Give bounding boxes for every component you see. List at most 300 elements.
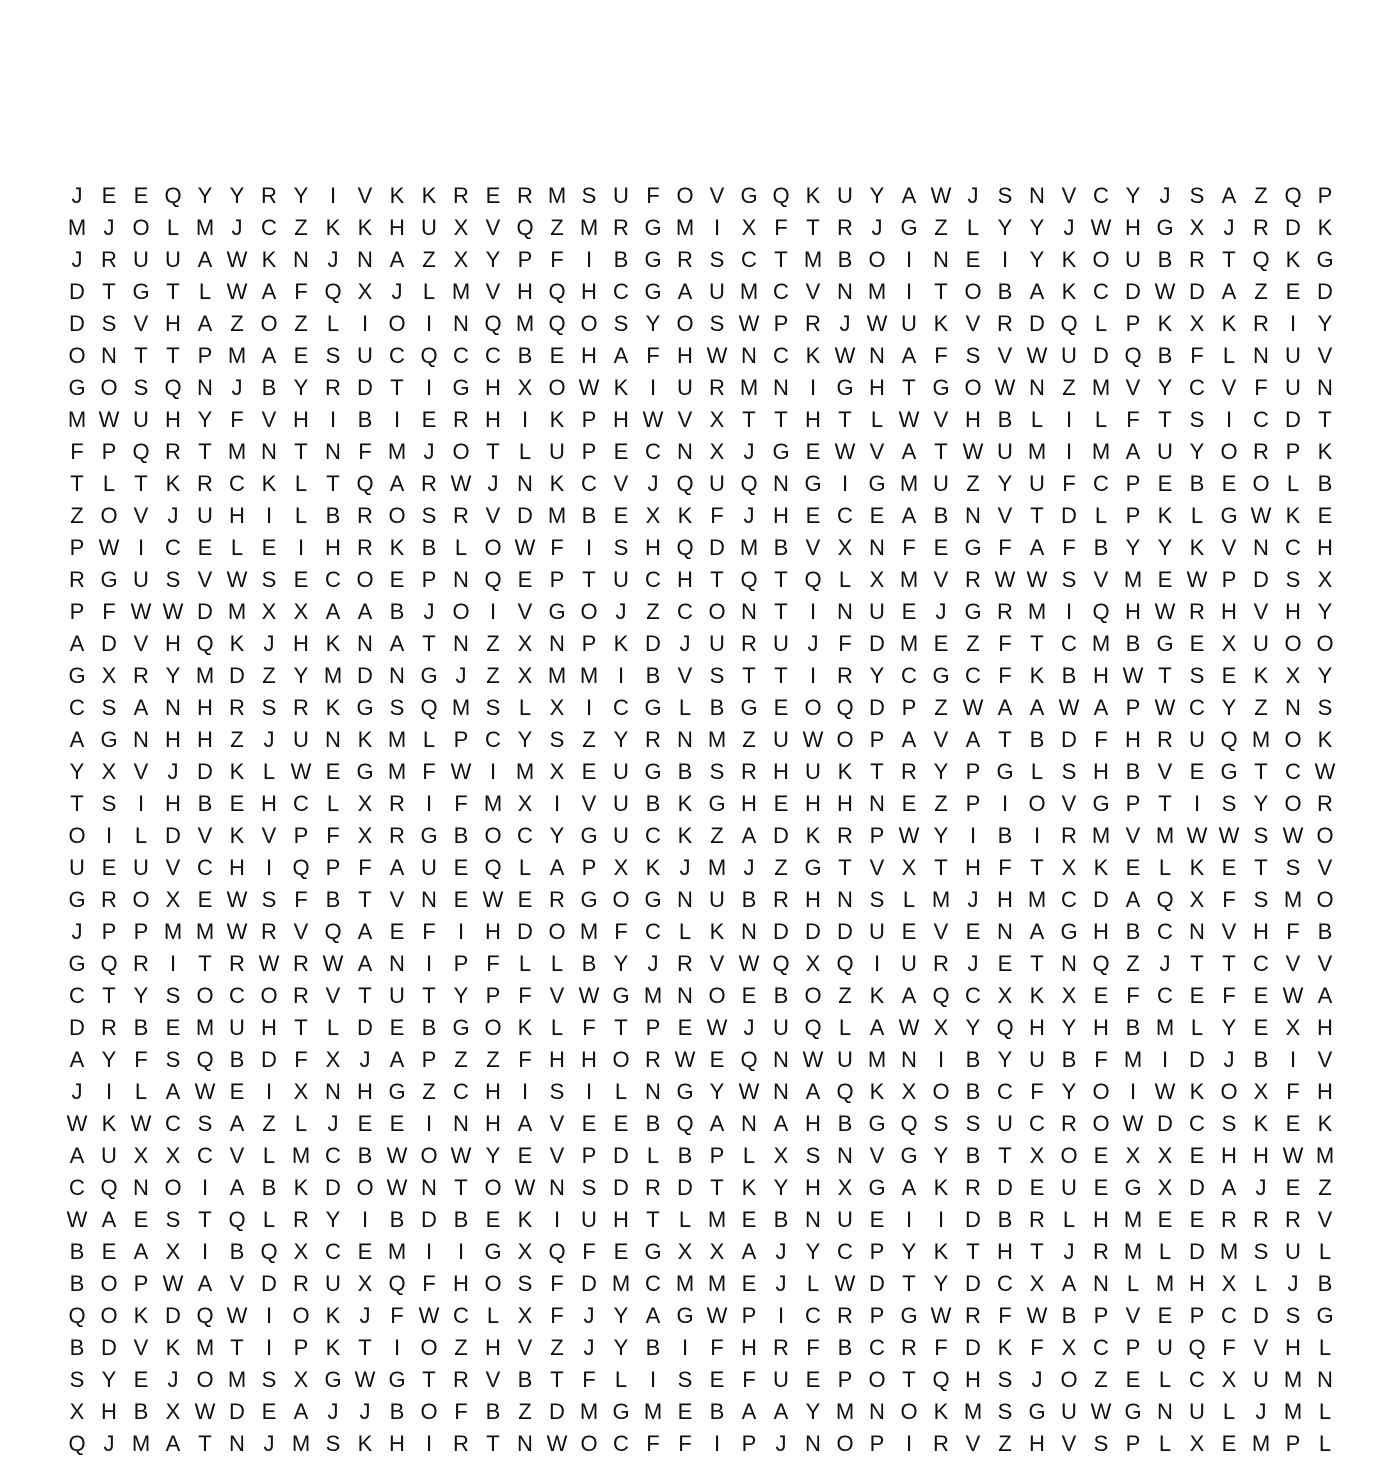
grid-letter[interactable]: H [741,1335,757,1360]
grid-letter[interactable]: U [1157,439,1173,464]
grid-letter[interactable]: E [1189,983,1205,1008]
grid-letter[interactable]: J [647,951,659,976]
grid-letter[interactable]: K [1317,727,1333,752]
grid-letter[interactable]: T [1030,631,1044,656]
grid-letter[interactable]: G [644,279,662,304]
grid-letter[interactable]: W [1026,567,1048,592]
grid-letter[interactable]: N [261,439,277,464]
grid-letter[interactable]: L [1158,1367,1172,1392]
grid-letter[interactable]: E [901,919,917,944]
grid-letter[interactable]: C [69,983,85,1008]
grid-letter[interactable]: C [165,535,181,560]
grid-letter[interactable]: I [873,951,881,976]
grid-letter[interactable]: D [965,1335,981,1360]
grid-letter[interactable]: L [518,695,532,720]
grid-letter[interactable]: V [933,407,949,432]
grid-letter[interactable]: A [165,1431,181,1456]
grid-letter[interactable]: K [805,823,821,848]
grid-letter[interactable]: S [997,1367,1013,1392]
grid-letter[interactable]: D [357,375,373,400]
grid-letter[interactable]: T [230,1335,244,1360]
grid-letter[interactable]: B [1125,919,1141,944]
grid-letter[interactable]: K [677,503,693,528]
grid-letter[interactable]: G [676,1303,694,1328]
grid-letter[interactable]: H [581,1047,597,1072]
grid-letter[interactable]: A [1221,183,1237,208]
grid-letter[interactable]: L [486,1303,500,1328]
grid-letter[interactable]: B [1061,1303,1077,1328]
grid-letter[interactable]: K [933,1239,949,1264]
grid-letter[interactable]: L [614,1079,628,1104]
grid-letter[interactable]: Y [805,1399,821,1424]
grid-letter[interactable]: M [67,215,87,240]
grid-letter[interactable]: K [325,695,341,720]
grid-letter[interactable]: F [1030,1079,1044,1104]
grid-letter[interactable]: V [581,791,597,816]
grid-letter[interactable]: X [549,759,565,784]
grid-letter[interactable]: R [293,951,309,976]
grid-letter[interactable]: T [198,951,212,976]
grid-letter[interactable]: E [1221,1431,1237,1456]
grid-letter[interactable]: P [1285,439,1301,464]
grid-letter[interactable]: O [1220,439,1238,464]
grid-letter[interactable]: V [1253,1335,1269,1360]
grid-letter[interactable]: Q [420,343,438,368]
grid-letter[interactable]: H [837,791,853,816]
grid-letter[interactable]: D [1029,311,1045,336]
grid-letter[interactable]: M [387,727,407,752]
grid-letter[interactable]: M [867,279,887,304]
grid-letter[interactable]: B [1093,535,1109,560]
grid-letter[interactable]: A [901,983,917,1008]
grid-letter[interactable]: T [294,439,308,464]
grid-letter[interactable]: H [165,311,181,336]
grid-letter[interactable]: O [580,311,598,336]
grid-letter[interactable]: Y [869,663,885,688]
grid-letter[interactable]: Y [1125,183,1141,208]
grid-letter[interactable]: Y [1317,599,1333,624]
grid-letter[interactable]: D [229,663,245,688]
grid-letter[interactable]: G [1060,919,1078,944]
grid-letter[interactable]: M [387,1239,407,1264]
grid-letter[interactable]: G [580,823,598,848]
grid-letter[interactable]: N [741,1111,757,1136]
grid-letter[interactable]: T [646,1207,660,1232]
grid-letter[interactable]: S [261,695,277,720]
grid-letter[interactable]: I [1065,439,1073,464]
grid-letter[interactable]: U [389,983,405,1008]
grid-letter[interactable]: B [229,1047,245,1072]
grid-letter[interactable]: U [1253,1367,1269,1392]
grid-letter[interactable]: S [709,247,725,272]
grid-letter[interactable]: D [325,1175,341,1200]
grid-letter[interactable]: A [357,951,373,976]
grid-letter[interactable]: N [773,1047,789,1072]
grid-letter[interactable]: U [805,759,821,784]
grid-letter[interactable]: E [1317,503,1333,528]
grid-letter[interactable]: G [740,183,758,208]
grid-letter[interactable]: T [166,279,180,304]
grid-letter[interactable]: A [133,1239,149,1264]
grid-letter[interactable]: G [868,471,886,496]
grid-letter[interactable]: T [806,215,820,240]
grid-letter[interactable]: N [549,631,565,656]
grid-letter[interactable]: M [515,759,535,784]
grid-letter[interactable]: T [1222,247,1236,272]
grid-letter[interactable]: W [866,311,888,336]
grid-letter[interactable]: A [133,695,149,720]
grid-letter[interactable]: Y [1317,663,1333,688]
grid-letter[interactable]: S [1189,183,1205,208]
grid-letter[interactable]: W [578,983,600,1008]
grid-letter[interactable]: R [261,183,277,208]
grid-letter[interactable]: H [165,631,181,656]
grid-letter[interactable]: U [1061,343,1077,368]
grid-letter[interactable]: E [133,1367,149,1392]
grid-letter[interactable]: M [195,663,215,688]
grid-letter[interactable]: O [964,279,982,304]
grid-letter[interactable]: Q [804,567,822,592]
grid-letter[interactable]: V [869,1143,885,1168]
grid-letter[interactable]: E [741,983,757,1008]
grid-letter[interactable]: T [358,983,372,1008]
grid-letter[interactable]: A [389,471,405,496]
grid-letter[interactable]: Y [165,663,181,688]
grid-letter[interactable]: R [357,503,373,528]
grid-letter[interactable]: E [709,1047,725,1072]
grid-letter[interactable]: F [934,343,948,368]
grid-letter[interactable]: L [326,1015,340,1040]
grid-letter[interactable]: S [1253,823,1269,848]
grid-letter[interactable]: E [229,791,245,816]
grid-letter[interactable]: J [679,631,691,656]
grid-letter[interactable]: G [1316,247,1334,272]
grid-letter[interactable]: W [834,343,856,368]
grid-letter[interactable]: V [1061,183,1077,208]
grid-letter[interactable]: U [997,439,1013,464]
grid-letter[interactable]: P [1285,1431,1301,1456]
grid-letter[interactable]: R [389,791,405,816]
grid-letter[interactable]: U [709,279,725,304]
grid-letter[interactable]: P [1189,1303,1205,1328]
grid-letter[interactable]: F [710,1335,724,1360]
grid-letter[interactable]: W [898,407,920,432]
grid-letter[interactable]: Y [1189,439,1205,464]
grid-letter[interactable]: J [167,1367,179,1392]
grid-letter[interactable]: X [837,1175,853,1200]
grid-letter[interactable]: R [645,1175,661,1200]
grid-letter[interactable]: J [359,1399,371,1424]
grid-letter[interactable]: Z [1062,375,1076,400]
grid-letter[interactable]: R [1189,599,1205,624]
grid-letter[interactable]: O [708,599,726,624]
grid-letter[interactable]: A [1061,1271,1077,1296]
grid-letter[interactable]: M [707,1271,727,1296]
grid-letter[interactable]: A [901,439,917,464]
grid-letter[interactable]: W [1314,759,1336,784]
grid-letter[interactable]: E [1189,759,1205,784]
grid-letter[interactable]: O [804,695,822,720]
grid-letter[interactable]: V [389,887,405,912]
grid-letter[interactable]: I [521,1079,529,1104]
grid-letter[interactable]: M [1155,1015,1175,1040]
grid-letter[interactable]: D [581,1271,597,1296]
grid-letter[interactable]: R [453,183,469,208]
grid-letter[interactable]: S [613,311,629,336]
grid-letter[interactable]: R [965,1175,981,1200]
grid-letter[interactable]: I [297,535,305,560]
grid-letter[interactable]: M [579,1399,599,1424]
grid-letter[interactable]: R [293,1271,309,1296]
grid-letter[interactable]: O [548,919,566,944]
grid-letter[interactable]: L [614,1367,628,1392]
grid-letter[interactable]: R [933,1431,949,1456]
grid-letter[interactable]: X [357,279,373,304]
grid-letter[interactable]: L [422,279,436,304]
grid-letter[interactable]: W [98,407,120,432]
grid-letter[interactable]: T [774,407,788,432]
grid-letter[interactable]: P [869,727,885,752]
grid-letter[interactable]: A [741,823,757,848]
grid-letter[interactable]: Q [1188,1335,1206,1360]
grid-letter[interactable]: F [294,1047,308,1072]
grid-letter[interactable]: B [325,503,341,528]
grid-letter[interactable]: C [677,599,693,624]
grid-letter[interactable]: T [1254,759,1268,784]
grid-letter[interactable]: A [1125,439,1141,464]
grid-letter[interactable]: W [898,1015,920,1040]
grid-letter[interactable]: N [1061,951,1077,976]
grid-letter[interactable]: J [583,1303,595,1328]
grid-letter[interactable]: I [137,535,145,560]
grid-letter[interactable]: W [418,1303,440,1328]
grid-letter[interactable]: X [293,1367,309,1392]
grid-letter[interactable]: Y [133,983,149,1008]
grid-letter[interactable]: N [453,1111,469,1136]
grid-letter[interactable]: B [1317,1271,1333,1296]
grid-letter[interactable]: O [356,567,374,592]
grid-letter[interactable]: V [229,1271,245,1296]
grid-letter[interactable]: H [1125,599,1141,624]
grid-letter[interactable]: L [294,503,308,528]
grid-letter[interactable]: X [1285,663,1301,688]
grid-letter[interactable]: E [901,599,917,624]
grid-letter[interactable]: Z [966,631,980,656]
grid-letter[interactable]: W [226,247,248,272]
grid-letter[interactable]: N [1029,183,1045,208]
grid-letter[interactable]: O [1284,631,1302,656]
grid-letter[interactable]: O [1092,1079,1110,1104]
grid-letter[interactable]: A [69,1047,85,1072]
grid-letter[interactable]: D [517,503,533,528]
grid-letter[interactable]: R [133,663,149,688]
grid-letter[interactable]: L [838,1015,852,1040]
grid-letter[interactable]: E [1093,983,1109,1008]
grid-letter[interactable]: D [165,823,181,848]
grid-letter[interactable]: R [773,1335,789,1360]
grid-letter[interactable]: D [677,1175,693,1200]
grid-letter[interactable]: K [389,183,405,208]
grid-letter[interactable]: D [1253,1303,1269,1328]
grid-letter[interactable]: L [1254,1271,1268,1296]
grid-letter[interactable]: U [773,631,789,656]
grid-letter[interactable]: I [457,1239,465,1264]
grid-letter[interactable]: I [585,1079,593,1104]
grid-letter[interactable]: I [1001,791,1009,816]
grid-letter[interactable]: G [868,1175,886,1200]
grid-letter[interactable]: T [774,567,788,592]
grid-letter[interactable]: F [294,279,308,304]
grid-letter[interactable]: X [1189,311,1205,336]
grid-letter[interactable]: U [613,567,629,592]
grid-letter[interactable]: O [1316,631,1334,656]
grid-letter[interactable]: H [805,887,821,912]
grid-letter[interactable]: D [869,695,885,720]
grid-letter[interactable]: O [452,599,470,624]
grid-letter[interactable]: V [325,983,341,1008]
grid-letter[interactable]: B [453,1207,469,1232]
grid-letter[interactable]: D [69,279,85,304]
grid-letter[interactable]: G [1124,1399,1142,1424]
grid-letter[interactable]: P [1125,1431,1141,1456]
grid-letter[interactable]: C [613,279,629,304]
grid-letter[interactable]: W [1250,503,1272,528]
grid-letter[interactable]: A [229,1111,245,1136]
grid-letter[interactable]: P [1125,695,1141,720]
grid-letter[interactable]: E [453,855,469,880]
grid-letter[interactable]: H [1285,599,1301,624]
grid-letter[interactable]: F [838,631,852,656]
grid-letter[interactable]: Q [100,951,118,976]
grid-letter[interactable]: Z [454,1335,468,1360]
grid-letter[interactable]: N [101,343,117,368]
grid-letter[interactable]: T [102,983,116,1008]
grid-letter[interactable]: J [327,1111,339,1136]
grid-letter[interactable]: J [167,503,179,528]
grid-letter[interactable]: O [1060,1367,1078,1392]
grid-letter[interactable]: B [1189,471,1205,496]
grid-letter[interactable]: M [1123,1207,1143,1232]
grid-letter[interactable]: Q [932,1367,950,1392]
grid-letter[interactable]: U [933,471,949,496]
grid-letter[interactable]: V [517,1335,533,1360]
grid-letter[interactable]: M [291,1431,311,1456]
grid-letter[interactable]: M [387,759,407,784]
grid-letter[interactable]: T [198,439,212,464]
grid-letter[interactable]: J [1223,1047,1235,1072]
grid-letter[interactable]: M [739,535,759,560]
grid-letter[interactable]: A [1221,1175,1237,1200]
grid-letter[interactable]: T [1254,855,1268,880]
grid-letter[interactable]: Y [1157,375,1173,400]
grid-letter[interactable]: N [389,951,405,976]
grid-letter[interactable]: J [391,279,403,304]
grid-letter[interactable]: S [261,887,277,912]
grid-letter[interactable]: M [1251,1431,1271,1456]
grid-letter[interactable]: J [615,599,627,624]
grid-letter[interactable]: X [1029,1143,1045,1168]
grid-letter[interactable]: O [548,375,566,400]
grid-letter[interactable]: G [132,279,150,304]
grid-letter[interactable]: M [963,1399,983,1424]
grid-letter[interactable]: W [162,1271,184,1296]
grid-letter[interactable]: R [1093,1239,1109,1264]
grid-letter[interactable]: M [227,599,247,624]
grid-letter[interactable]: C [901,663,917,688]
grid-letter[interactable]: Q [804,1015,822,1040]
grid-letter[interactable]: P [581,631,597,656]
grid-letter[interactable]: F [1126,983,1140,1008]
grid-letter[interactable]: Z [550,1335,564,1360]
grid-letter[interactable]: B [581,951,597,976]
grid-letter[interactable]: R [229,951,245,976]
grid-letter[interactable]: U [613,823,629,848]
grid-letter[interactable]: K [1029,663,1045,688]
grid-letter[interactable]: L [1126,1271,1140,1296]
grid-letter[interactable]: F [518,983,532,1008]
grid-letter[interactable]: M [195,1015,215,1040]
grid-letter[interactable]: K [933,1399,949,1424]
grid-letter[interactable]: C [869,1335,885,1360]
grid-letter[interactable]: B [677,1143,693,1168]
grid-letter[interactable]: Y [869,183,885,208]
grid-letter[interactable]: A [69,631,85,656]
grid-letter[interactable]: G [772,439,790,464]
grid-letter[interactable]: W [1122,1111,1144,1136]
grid-letter[interactable]: I [681,1335,689,1360]
grid-letter[interactable]: U [613,791,629,816]
grid-letter[interactable]: L [1190,1015,1204,1040]
grid-letter[interactable]: K [805,343,821,368]
grid-letter[interactable]: L [134,1079,148,1104]
grid-letter[interactable]: D [1253,567,1269,592]
grid-letter[interactable]: X [101,663,117,688]
grid-letter[interactable]: L [1094,407,1108,432]
grid-letter[interactable]: X [1029,1271,1045,1296]
grid-letter[interactable]: I [777,1303,785,1328]
grid-letter[interactable]: R [1253,1207,1269,1232]
grid-letter[interactable]: J [743,855,755,880]
grid-letter[interactable]: Q [772,183,790,208]
grid-letter[interactable]: S [165,567,181,592]
grid-letter[interactable]: Q [676,1111,694,1136]
grid-letter[interactable]: F [1062,471,1076,496]
grid-letter[interactable]: Q [356,471,374,496]
grid-letter[interactable]: C [1157,919,1173,944]
grid-letter[interactable]: D [1189,1047,1205,1072]
grid-letter[interactable]: N [901,1047,917,1072]
grid-letter[interactable]: F [134,1047,148,1072]
grid-letter[interactable]: P [485,983,501,1008]
grid-letter[interactable]: C [1157,983,1173,1008]
grid-letter[interactable]: V [133,311,149,336]
grid-letter[interactable]: H [1253,919,1269,944]
grid-letter[interactable]: L [1318,1335,1332,1360]
grid-letter[interactable]: X [69,1399,85,1424]
grid-letter[interactable]: W [226,919,248,944]
grid-letter[interactable]: M [1155,1271,1175,1296]
grid-letter[interactable]: Z [1254,695,1268,720]
grid-letter[interactable]: G [964,599,982,624]
grid-letter[interactable]: T [134,343,148,368]
grid-letter[interactable]: B [997,1207,1013,1232]
grid-letter[interactable]: Q [324,279,342,304]
grid-letter[interactable]: Y [613,1335,629,1360]
grid-letter[interactable]: M [1219,1239,1239,1264]
grid-letter[interactable]: F [1062,535,1076,560]
grid-letter[interactable]: J [263,727,275,752]
grid-letter[interactable]: N [869,791,885,816]
